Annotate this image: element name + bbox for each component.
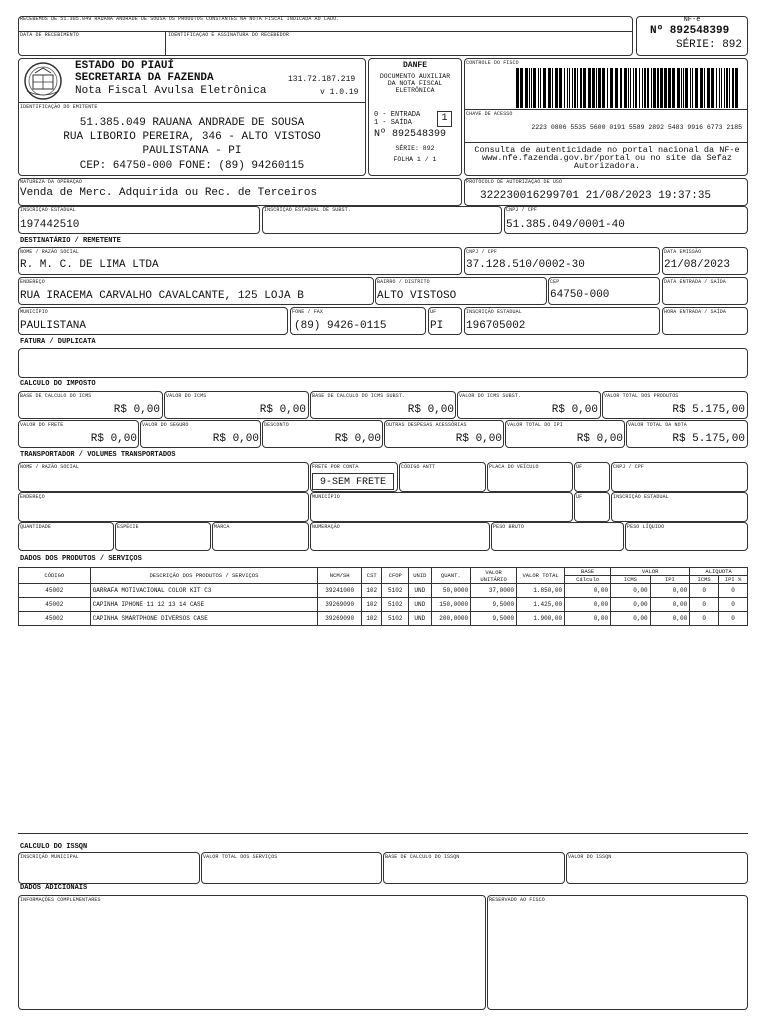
barcode-divider [464, 109, 748, 110]
transp-qtd-label: QUANTIDADE [20, 524, 52, 530]
dest-municipio-label: MUNICÍPIO [20, 309, 48, 315]
row-ncm: 39269090 [318, 612, 362, 626]
barcode-bar [580, 68, 582, 108]
col-calculo: Cálculo [565, 576, 611, 584]
dest-ie-label: INSCRIÇÃO ESTADUAL [466, 309, 522, 315]
icms-st-label: VALOR DO ICMS SUBST. [459, 393, 522, 399]
row-unit: 9,5000 [471, 598, 517, 612]
barcode-bar [651, 68, 652, 108]
row-descricao: CAPINHA IPHONE 11 12 13 14 CASE [90, 598, 318, 612]
barcode-bar [598, 68, 601, 108]
issqn-valor-label: VALOR DO ISSQN [568, 854, 612, 860]
cnpj-emit-value: 51.385.049/0001-40 [506, 219, 625, 231]
col-valor: VALOR [611, 568, 690, 576]
barcode-bar [664, 68, 667, 108]
total-prod-label: VALOR TOTAL DOS PRODUTOS [604, 393, 679, 399]
barcode-bar [624, 68, 627, 108]
barcode-bar [672, 68, 675, 108]
col-cst: CST [362, 568, 382, 584]
barcode-bar [596, 68, 597, 108]
danfe-number: Nº 892548399 [374, 129, 447, 140]
protocolo-label: PROTOCOLO DE AUTORIZAÇÃO DE USO [466, 179, 563, 185]
row-descricao: GARRAFA MOTIVACIONAL COLOR KIT C3 [90, 584, 318, 598]
receiver-signature-label: IDENTIFICAÇÃO E ASSINATURA DO RECEBEDOR [168, 32, 289, 38]
dest-nome-value: R. M. C. DE LIMA LTDA [20, 259, 159, 271]
dest-endereco-value: RUA IRACEMA CARVALHO CAVALCANTE, 125 LOJA B [20, 290, 304, 302]
row-ipi: 0,00 [650, 612, 690, 626]
col-ncm: NCM/SH [318, 568, 362, 584]
transp-frete-value: 9-SEM FRETE [312, 473, 394, 490]
emitente-label: IDENTIFICAÇÃO DO EMITENTE [20, 104, 98, 110]
row-ncm: 39241000 [318, 584, 362, 598]
row-icms: 0,00 [611, 584, 651, 598]
barcode-bar [635, 68, 637, 108]
entrada-label: 0 - ENTRADA [374, 111, 421, 119]
barcode-bar [577, 68, 578, 108]
barcode-bar [690, 68, 691, 108]
barcode-bar [574, 68, 576, 108]
row-unid: UND [409, 584, 431, 598]
col-aliq-icms: ICMS [690, 576, 719, 584]
ipi-label: VALOR TOTAL DO IPI [507, 422, 563, 428]
fatura-box [18, 348, 748, 378]
total-prod-value: R$ 5.175,00 [672, 404, 745, 416]
bc-st-label: BASE DE CALCULO DO ICMS SUBST. [312, 393, 406, 399]
product-row [19, 584, 748, 598]
col-valor-total: VALOR TOTAL [517, 568, 565, 584]
issuer-state: ESTADO DO PIAUÍ [75, 60, 175, 72]
row-total: 1.850,00 [517, 584, 565, 598]
transp-especie-label: ESPÉCIE [117, 524, 139, 530]
total-nota-value: R$ 5.175,00 [672, 433, 745, 445]
issqn-im-label: INSCRIÇÃO MUNICIPAL [20, 854, 79, 860]
transp-placa-label: PLACA DO VEÍCULO [489, 464, 539, 470]
row-total: 1.425,00 [517, 598, 565, 612]
dest-bairro-value: ALTO VISTOSO [377, 290, 457, 302]
row-total: 1.900,00 [517, 612, 565, 626]
dest-bairro-label: BAIRRO / DISTRITO [377, 279, 430, 285]
row-ipi: 0,00 [650, 584, 690, 598]
barcode-bar [644, 68, 646, 108]
barcode-bar [533, 68, 536, 108]
transp-frete-label: FRETE POR CONTA [312, 464, 359, 470]
row-quant: 200,0000 [431, 612, 471, 626]
barcode-bar [683, 68, 684, 108]
frete-value: R$ 0,00 [90, 433, 137, 445]
barcode-bar [726, 68, 728, 108]
row-descricao: CAPINHA SMARTPHONE DIVERSOS CASE [90, 612, 318, 626]
canhoto-divider [165, 31, 166, 56]
dest-uf-value: PI [430, 320, 444, 332]
dest-fone-value: (89) 9426-0115 [294, 320, 387, 332]
barcode-bar [700, 68, 703, 108]
barcode-bar [642, 68, 643, 108]
barcode-bar [711, 68, 714, 108]
barcode-bar [719, 68, 720, 108]
barcode-bar [559, 68, 562, 108]
ipi-value: R$ 0,00 [576, 433, 623, 445]
seguro-label: VALOR DO SEGURO [142, 422, 189, 428]
row-ipi: 0,00 [650, 598, 690, 612]
system-version: v 1.0.19 [320, 88, 359, 97]
row-codigo: 45002 [19, 584, 91, 598]
dest-uf-label: UF [430, 309, 437, 315]
row-cfop: 5102 [382, 598, 409, 612]
col-unid: UNID [409, 568, 431, 584]
dest-hora-label: HORA ENTRADA / SAÍDA [664, 309, 727, 315]
consulta-text: Consulta de autenticidade no portal nacional da NF-e www.nfe.fazenda.gov.br/portal ou no site da Sefaz Autorizadora. [474, 145, 740, 171]
row-unid: UND [409, 598, 431, 612]
barcode-bar [721, 68, 722, 108]
transp-peso-liquido-label: PESO LÍQUIDO [627, 524, 665, 530]
produtos-section: DADOS DOS PRODUTOS / SERVIÇOS [20, 555, 142, 563]
row-aliq-icms: 0 [690, 584, 719, 598]
row-cfop: 5102 [382, 584, 409, 598]
transp-ie-label: INSCRIÇÃO ESTADUAL [613, 494, 669, 500]
row-unid: UND [409, 612, 431, 626]
issqn-section: CALCULO DO ISSQN [20, 843, 88, 851]
dest-emissao-value: 21/08/2023 [664, 259, 731, 271]
protocolo-value: 322230016299701 21/08/2023 19:37:35 [480, 190, 712, 202]
ie-subst-label: INSCRIÇÃO ESTADUAL DE SUBST. [264, 207, 351, 213]
dest-emissao-label: DATA EMISSÃO [664, 249, 702, 255]
barcode-bar [607, 68, 608, 108]
barcode-bar [567, 68, 568, 108]
barcode-bar [729, 68, 730, 108]
barcode-bar [552, 68, 553, 108]
emitente-cep-phone: CEP: 64750-000 FONE: (89) 94260115 [79, 160, 305, 172]
chave-label: CHAVE DE ACESSO [466, 111, 513, 117]
row-ncm: 39269090 [318, 598, 362, 612]
emitente-address: RUA LIBORIO PEREIRA, 346 - ALTO VISTOSO [63, 131, 321, 143]
col-codigo: CÓDIGO [19, 568, 91, 584]
barcode-bar [516, 68, 519, 108]
barcode-bar [540, 68, 541, 108]
document-title: Nota Fiscal Avulsa Eletrônica [75, 85, 267, 97]
col-descricao: DESCRIÇÃO DOS PRODUTOS / SERVIÇOS [90, 568, 318, 584]
barcode-bar [735, 68, 738, 108]
icms-value: R$ 0,00 [259, 404, 306, 416]
barcode-bar [657, 68, 659, 108]
saida-label: 1 - SAÍDA [374, 119, 412, 127]
total-nota-label: VALOR TOTAL DA NOTA [628, 422, 687, 428]
barcode-bar [677, 68, 680, 108]
barcode-bar [707, 68, 710, 108]
row-cst: 102 [362, 584, 382, 598]
row-aliq-ipi: 0 [719, 584, 748, 598]
barcode-bar [620, 68, 622, 108]
chave-acesso: 2223 0806 5535 5600 0191 5589 2892 5483 9916 6773 2185 [531, 124, 742, 131]
cnpj-emit-label: CNPJ / CPF [506, 207, 538, 213]
col-cfop: CFOP [382, 568, 409, 584]
issqn-total-label: VALOR TOTAL DOS SERVIÇOS [203, 854, 278, 860]
frete-label: VALOR DO FRETE [20, 422, 64, 428]
col-quant: QUANT. [431, 568, 471, 584]
barcode-bar [724, 68, 725, 108]
barcode-bar [569, 68, 570, 108]
consulta-divider [464, 142, 748, 143]
issqn-top-rule [18, 833, 748, 834]
barcode-bar [639, 68, 640, 108]
dest-entrada-saida-label: DATA ENTRADA / SAÍDA [664, 279, 727, 285]
bc-st-value: R$ 0,00 [407, 404, 454, 416]
transp-uf-label: UF [576, 464, 583, 470]
row-icms: 0,00 [611, 612, 651, 626]
imposto-section: CALCULO DO IMPOSTO [20, 380, 96, 388]
canhoto-box [18, 16, 633, 56]
natureza-label: NATUREZA DA OPERAÇÃO [20, 179, 83, 185]
barcode-bar [555, 68, 558, 108]
col-valor-ipi: IPI [650, 576, 690, 584]
transp-endereco-box [18, 492, 309, 522]
barcode-bar [653, 68, 656, 108]
transp-marca-label: MARCA [214, 524, 230, 530]
row-codigo: 45002 [19, 598, 91, 612]
dest-fone-label: FONE / FAX [292, 309, 324, 315]
emitente-divider [18, 102, 366, 103]
row-aliq-icms: 0 [690, 598, 719, 612]
natureza-value: Venda de Merc. Adquirida ou Rec. de Terceiros [20, 187, 318, 199]
transp-nome-label: NOME / RAZÃO SOCIAL [20, 464, 79, 470]
barcode-bar [610, 68, 613, 108]
danfe-desc-2: DA NOTA FISCAL [387, 80, 443, 87]
row-cst: 102 [362, 612, 382, 626]
fatura-section: FATURA / DUPLICATA [20, 338, 96, 346]
bc-icms-value: R$ 0,00 [113, 404, 160, 416]
row-quant: 50,0000 [431, 584, 471, 598]
danfe-desc-3: ELETRÔNICA [395, 87, 435, 94]
transp-peso-bruto-label: PESO BRUTO [493, 524, 525, 530]
product-row [19, 612, 748, 626]
transp-uf2-label: UF [576, 494, 583, 500]
reservado-fisco-box [487, 895, 748, 1010]
info-complementares-label: INFORMAÇÕES COMPLEMENTARES [20, 897, 101, 903]
desconto-value: R$ 0,00 [334, 433, 381, 445]
barcode-bar [695, 68, 698, 108]
barcode-bar [525, 68, 528, 108]
barcode-bar [630, 68, 631, 108]
barcode-bar [615, 68, 618, 108]
col-valor-icms: ICMS [611, 576, 651, 584]
danfe-title: DANFE [402, 61, 427, 70]
barcode-bar [685, 68, 688, 108]
transp-endereco-label: ENDEREÇO [20, 494, 45, 500]
row-aliq-icms: 0 [690, 612, 719, 626]
received-date-label: DATA DE RECEBIMENTO [20, 32, 79, 38]
row-icms: 0,00 [611, 598, 651, 612]
row-base: 0,00 [565, 584, 611, 598]
state-coat-of-arms-icon [21, 61, 65, 101]
seguro-value: R$ 0,00 [212, 433, 259, 445]
dest-cnpj-label: CNPJ / CPF [466, 249, 498, 255]
barcode-bar [529, 68, 530, 108]
transp-municipio-box [310, 492, 573, 522]
products-table [18, 567, 748, 626]
row-unit: 9,5000 [471, 612, 517, 626]
icms-label: VALOR DO ICMS [166, 393, 207, 399]
col-valor-unit: VALOR UNITÁRIO [471, 568, 517, 584]
issuer-secretaria: SECRETARIA DA FAZENDA [75, 72, 214, 84]
transp-municipio-label: MUNICÍPIO [312, 494, 340, 500]
barcode-bar [588, 68, 591, 108]
barcode-bar [647, 68, 649, 108]
barcode-bar [548, 68, 551, 108]
outras-label: OUTRAS DESPESAS ACESSÓRIAS [386, 422, 467, 428]
barcode-bar [543, 68, 546, 108]
row-base: 0,00 [565, 598, 611, 612]
destinatario-section: DESTINATÁRIO / REMETENTE [20, 237, 121, 245]
canhoto-nfe-label: NF-e [683, 16, 701, 24]
barcode-bar [572, 68, 573, 108]
barcode-bar [602, 68, 605, 108]
row-codigo: 45002 [19, 612, 91, 626]
barcode-bar [704, 68, 705, 108]
canhoto-nfe-number: Nº 892548399 [650, 25, 730, 37]
row-aliq-ipi: 0 [719, 612, 748, 626]
canhoto-hline [18, 31, 633, 32]
canhoto-nfe-serie: SÉRIE: 892 [675, 39, 742, 51]
row-quant: 150,0000 [431, 598, 471, 612]
row-base: 0,00 [565, 612, 611, 626]
col-aliq-ipi: IPI % [719, 576, 748, 584]
barcode-bar [660, 68, 663, 108]
barcode-bar [564, 68, 565, 108]
row-unit: 37,0000 [471, 584, 517, 598]
barcode-bar [668, 68, 671, 108]
ie-value: 197442510 [20, 219, 80, 231]
danfe-folha: FOLHA 1 / 1 [393, 156, 437, 163]
dest-cep-value: 64750-000 [550, 289, 610, 301]
info-complementares-box [18, 895, 486, 1010]
product-row [19, 598, 748, 612]
danfe-serie: SÉRIE: 892 [395, 145, 435, 152]
dest-endereco-label: ENDEREÇO [20, 279, 45, 285]
barcode-bar [531, 68, 532, 108]
emitente-city: PAULISTANA - PI [142, 145, 242, 157]
dest-cnpj-value: 37.128.510/0002-30 [466, 259, 585, 271]
barcode-bar [732, 68, 734, 108]
emitente-name: 51.385.049 RAUANA ANDRADE DE SOUSA [79, 117, 305, 129]
ie-label: INSCRIÇÃO ESTADUAL [20, 207, 76, 213]
transp-numeracao-label: NUMERAÇÃO [312, 524, 340, 530]
dest-ie-value: 196705002 [466, 320, 526, 332]
dest-cep-label: CEP [550, 279, 560, 285]
tipo-operacao-box: 1 [437, 111, 452, 127]
desconto-label: DESCONTO [264, 422, 289, 428]
issuer-ip: 131.72.187.219 [288, 75, 356, 84]
barcode-bar [628, 68, 629, 108]
dest-nome-label: NOME / RAZÃO SOCIAL [20, 249, 79, 255]
transportador-section: TRANSPORTADOR / VOLUMES TRANSPORTADOS [20, 451, 176, 459]
access-key-barcode [516, 68, 742, 108]
barcode-bar [633, 68, 634, 108]
barcode-bar [692, 68, 693, 108]
col-base: BASE [565, 568, 611, 576]
transp-cnpj-label: CNPJ / CPF [613, 464, 645, 470]
fisco-control-label: CONTROLE DO FISCO [466, 60, 519, 66]
row-cst: 102 [362, 598, 382, 612]
barcode-bar [538, 68, 539, 108]
canhoto-received-text: RECEBEMOS DE 51.385.049 RAUANA ANDRADE DE SOUSA OS PRODUTOS CONSTANTES NA NOTA FISCAL INDICADA AO LADO. [20, 16, 340, 22]
adicionais-section: DADOS ADICIONAIS [20, 884, 88, 892]
row-aliq-ipi: 0 [719, 598, 748, 612]
barcode-bar [520, 68, 523, 108]
barcode-bar [681, 68, 682, 108]
issqn-bc-label: BASE DE CALCULO DO ISSQN [385, 854, 460, 860]
barcode-bar [583, 68, 586, 108]
row-cfop: 5102 [382, 612, 409, 626]
barcode-bar [716, 68, 717, 108]
danfe-desc-1: DOCUMENTO AUXILIAR [379, 73, 451, 80]
bc-icms-label: BASE DE CALCULO DO ICMS [20, 393, 92, 399]
col-aliquota: ALIQUOTA [690, 568, 748, 576]
barcode-bar [592, 68, 595, 108]
transp-antt-label: CÓDIGO ANTT [401, 464, 436, 470]
reservado-fisco-label: RESERVADO AO FISCO [489, 897, 545, 903]
outras-value: R$ 0,00 [455, 433, 502, 445]
dest-municipio-value: PAULISTANA [20, 320, 87, 332]
icms-st-value: R$ 0,00 [551, 404, 598, 416]
